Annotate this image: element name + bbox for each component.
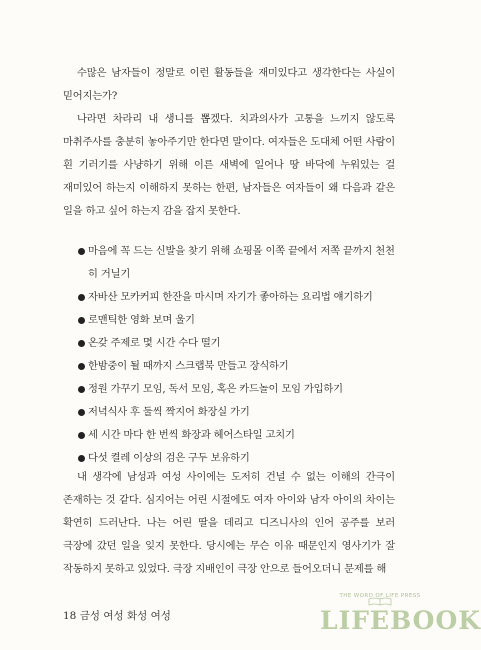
list-item bbox=[78, 309, 398, 332]
paragraph-closing bbox=[63, 466, 395, 581]
bullet-icon bbox=[78, 432, 85, 439]
list-item-text: 온갖 주제로 몇 시간 수다 떨기 bbox=[88, 337, 221, 349]
bullet-icon bbox=[78, 455, 85, 462]
bullet-icon bbox=[78, 294, 85, 301]
bullet-icon bbox=[78, 248, 85, 255]
list-item-text: 다섯 켤레 이상의 검은 구두 보유하기 bbox=[88, 452, 250, 464]
list-item-text: 로맨틱한 영화 보며 울기 bbox=[88, 314, 195, 326]
running-title: 금성 여성 화성 여성 bbox=[79, 610, 171, 622]
list-item-text: 한밤중이 될 때까지 스크랩북 만들고 장식하기 bbox=[88, 360, 289, 372]
bullet-icon bbox=[78, 409, 85, 416]
paragraph-intro bbox=[63, 62, 395, 108]
list-item bbox=[78, 401, 398, 424]
list-item bbox=[78, 286, 398, 309]
list-item-text: 마음에 꼭 드는 신발을 찾기 위해 쇼핑몰 이쪽 끝에서 저쪽 끝까지 천천히 거닐기 bbox=[88, 245, 395, 280]
page-footer bbox=[63, 608, 171, 623]
list-item-text: 세 시간 마다 한 번씩 화장과 헤어스타일 고치기 bbox=[88, 429, 295, 441]
list-item-text: 저녁식사 후 둘씩 짝지어 화장실 가기 bbox=[88, 406, 250, 418]
open-book-icon bbox=[368, 596, 392, 606]
bullet-icon bbox=[78, 317, 85, 324]
paragraph-closing-text: 내 생각에 남성과 여성 사이에는 도저히 건널 수 없는 이해의 간극이 존재하는 것 같다. 심지어는 어린 시절에도 여자 아이와 남자 아이의 차이는 확연히 드러난다. 나는 어린 딸을 데리고 디즈니사의 인어 공주를 보러 극장에 갔던 일을 잊지 못한다. 당시에는 무슨 이유 때문인지 영사기가 잘 작동하지 못하고 있었다. 극장 지배인이 극장 안으로 들어오더니 문제를 해 bbox=[63, 471, 395, 575]
page-number: 18 bbox=[63, 610, 77, 622]
publisher-watermark bbox=[318, 593, 481, 643]
list-item bbox=[78, 424, 398, 447]
list-item-text: 정원 가꾸기 모임, 독서 모임, 혹은 카드놀이 모임 가입하기 bbox=[88, 383, 343, 395]
activity-list bbox=[78, 240, 398, 470]
bullet-icon bbox=[78, 386, 85, 393]
watermark-logo-text: LIFEBOOK bbox=[320, 606, 481, 635]
list-item bbox=[78, 355, 398, 378]
watermark-tagline: THE WORD OF LIFE PRESS bbox=[339, 593, 421, 599]
list-item bbox=[78, 240, 398, 286]
bullet-icon bbox=[78, 363, 85, 370]
list-item-text: 자바산 모카커피 한잔을 마시며 자기가 좋아하는 요리법 얘기하기 bbox=[88, 291, 373, 303]
paragraph-body bbox=[63, 108, 395, 223]
paragraph-intro-text: 수많은 남자들이 정말로 이런 활동들을 재미있다고 생각한다는 사실이 믿어지는가? bbox=[63, 67, 395, 102]
paragraph-body-text: 나라면 차라리 내 생니를 뽑겠다. 치과의사가 고통을 느끼지 않도록 마취주사를 충분히 놓아주기만 한다면 말이다. 여자들은 도대체 어떤 사람이 흰 기러기를 사냥하기 위해 이른 새벽에 일어나 땅 바닥에 누워있는 걸 재미있어 하는지 이해하지 못하는 한편, 남자들은 여자들이 왜 다음과 같은 일을 하고 싶어 하는지 감을 잡지 못한다. bbox=[63, 113, 395, 217]
list-item bbox=[78, 378, 398, 401]
bullet-icon bbox=[78, 340, 85, 347]
list-item bbox=[78, 332, 398, 355]
